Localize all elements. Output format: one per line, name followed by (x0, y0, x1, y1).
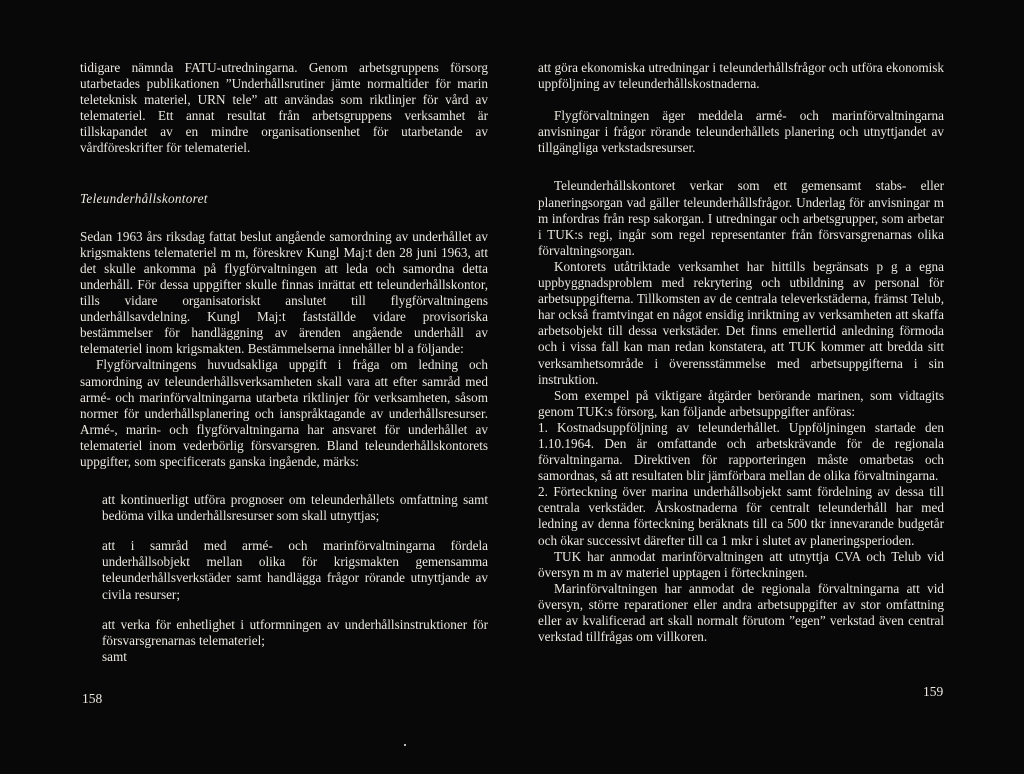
speck-mark (404, 744, 406, 746)
task-item-distribution: att i samråd med armé- och marinförvaltningarna fördela underhållsobjekt mellan olika för krigsmakten gemensamma teleunderhållsverkstäder samt handlägga frågor rörande utnyttjande av civila resurser; (102, 538, 488, 602)
paragraph-navy-admin: Marinförvaltningen har anmodat de regionala förvaltningarna att vid översyn, större reparationer eller andra arbetsuppgifter av stor omfattning eller av kvalificerad art skall normalt förutom ”egen” verkstad även central verkstad tillfrågas om villkoren. (538, 580, 944, 645)
paragraph-tuk-request: TUK har anmodat marinförvaltningen att utnyttja CVA och Telub vid översyn m m av materiel upptagen i förteckningen. (538, 548, 944, 580)
paragraph-economics: att göra ekonomiska utredningar i teleunderhållsfrågor och utföra ekonomisk uppföljning av teleunderhållskostnaderna. (538, 60, 944, 92)
numbered-item-inventory: 2. Förteckning över marina underhållsobjekt samt fördelning av dessa till centrala verkstäder. Årskostnaderna för centralt teleunderhåll har med ledning av denna förteckning beräknats till ca 500 tkr innevarande budgetår och ökar successivt därefter till ca 1 mkr i slutet av planeringsperioden. (538, 484, 944, 548)
paragraph-examples: Som exempel på viktigare åtgärder berörande marinen, som vidtagits genom TUK:s försorg, kan följande arbetsuppgifter anföras: (538, 387, 944, 419)
paragraph-office-role: Teleunderhållskontoret verkar som ett gemensamt stabs- eller planeringsorgan vad gäller teleunderhållsfrågor. Underlag för anvisningar m m infordras från resp sakorgan. I utredningar och arbetsgrupper, som arbetar i TUK:s regi, ingår som regel representanter från försvarsgrenarnas olika förvaltningsorgan. (538, 178, 944, 258)
paragraph-guidance: Flygförvaltningen äger meddela armé- och marinförvaltningarna anvisningar i frågor rörande teleunderhållets planering och utnyttjandet av tillgängliga verkstadsresurser. (538, 108, 944, 156)
section-heading: Teleunderhållskontoret (80, 190, 208, 206)
page-number-left: 158 (82, 691, 103, 706)
left-page-column (80, 60, 488, 665)
task-item-prognoses: att kontinuerligt utföra prognoser om teleunderhållets omfattning samt bedöma vilka underhållsresurser som skall utnyttjas; (102, 492, 488, 524)
paragraph-tasks: Flygförvaltningens huvudsakliga uppgift i fråga om ledning och samordning av teleunderhållsverksamheten skall vara att efter samråd med armé- och marinförvaltningarna utarbeta riktlinjer för verksamheten, såsom normer för underhållsplanering och ianspråktagande av underhållsresurser. Armé-, marin- och flygförvaltningarna har ansvaret för underhållet av telemateriel inom vederbörlig försvarsgren. Bland teleunderhållskontorets uppgifter, som specificerats ganska ingående, märks: (80, 357, 488, 469)
numbered-item-cost-tracking: 1. Kostnadsuppföljning av teleunderhållet. Uppföljningen startade den 1.10.1964. Den är omfattande och arbetskrävande för de regionala förvaltningarna. Direktiven för rapporteringen måste omarbetas och samordnas, så att resultaten blir jämförbara mellan de olika förvaltningarna. (538, 419, 944, 484)
right-page-column (538, 60, 944, 645)
paragraph-office-activity: Kontorets utåtriktade verksamhet har hittills begränsats p g a egna uppbyggnadsproblem med rekrytering och utbildning av personal för arbetsuppgifterna. Tillkomsten av de centrala televerkstäderna, främst Telub, har också framtvingat en något ensidig inriktning av verksamheten att skaffa arbetsobjekt till dessa verkstäder. Det finns emellertid anledning förmoda och i vissa fall kan man redan konstatera, att TUK kommer att bredda sitt verksamhetsområde i överensstämmelse med arbetsuppgifterna i sin instruktion. (538, 258, 944, 387)
page-number-right: 159 (923, 684, 944, 699)
task-item-instructions: att verka för enhetlighet i utformningen av underhållsinstruktioner för försvarsgrenarnas telemateriel; (102, 616, 488, 648)
task-item-samt: samt (102, 648, 127, 664)
intro-paragraph: tidigare nämnda FATU-utredningarna. Genom arbetsgruppens försorg utarbetades publikationen ”Underhållsrutiner jämte normaltider för marin teleteknisk materiel, URN tele” att användas som riktlinjer för vård av telemateriel. Ett annat resultat från arbetsgruppens verksamhet är tillskapandet av en mindre organisationsenhet för utarbetande av vårdföreskrifter för telemateriel. (80, 60, 488, 156)
paragraph-decision: Sedan 1963 års riksdag fattat beslut angående samordning av underhållet av krigsmaktens telemateriel m m, föreskrev Kungl Maj:t den 28 juni 1963, att det skulle ankomma på flygförvaltningen att leda och samordna detta underhåll. För dessa uppgifter skulle finnas inrättat ett teleunderhållskontor, tills vidare organisatoriskt anslutet till flygförvaltningens underhållsavdelning. Kungl Maj:t fastställde vidare provisoriska bestämmelser för handläggning av ärenden angående underhåll av telemateriel inom krigsmakten. Bestämmelserna innehåller bl a följande: (80, 228, 488, 357)
